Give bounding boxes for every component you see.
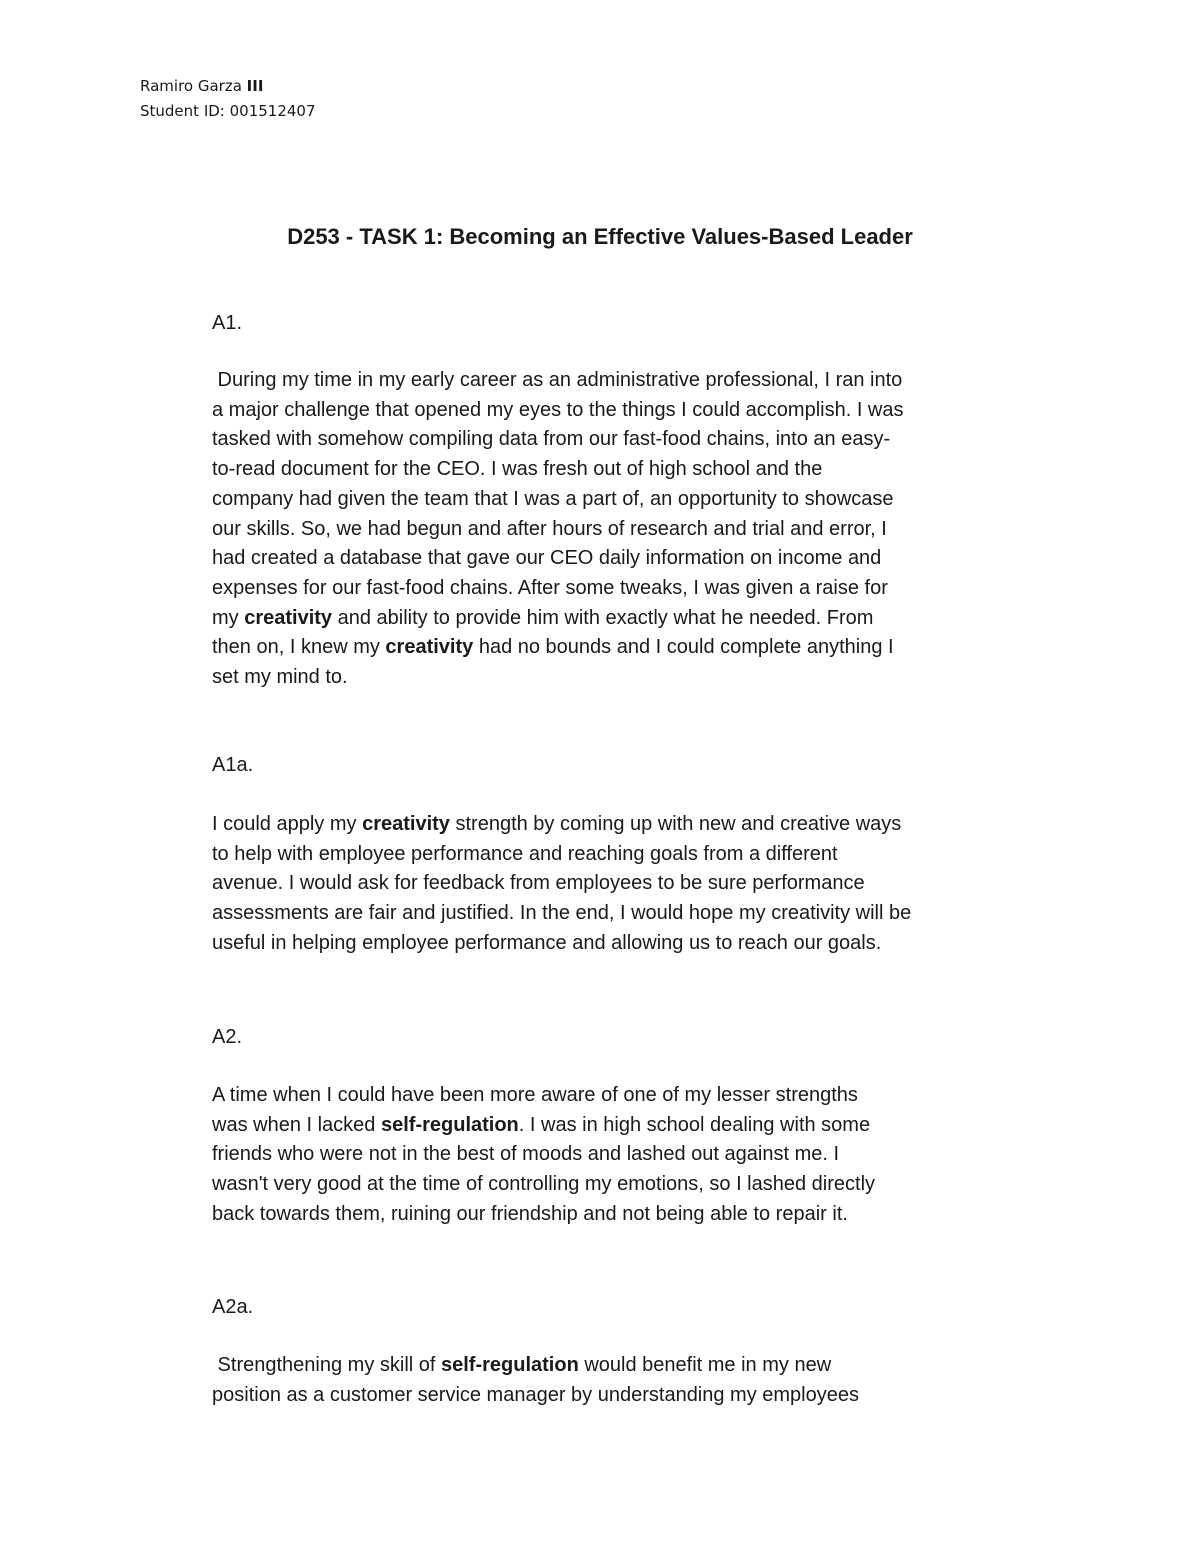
paragraph-line xyxy=(212,604,904,634)
line-text: friends who were not in the best of moods and lashed out against me. I xyxy=(212,1143,840,1166)
paragraph-line xyxy=(212,485,904,515)
line-text: Strengthening my skill of xyxy=(212,1354,441,1376)
paragraph-line xyxy=(212,1351,859,1381)
line-text: company had given the team that I was a part of, an opportunity to showcase xyxy=(212,487,894,510)
line-text: position as a customer service manager by understanding my employees xyxy=(212,1383,859,1406)
student-id: Student ID: 001512407 xyxy=(140,102,316,120)
section-label-a2: A2. xyxy=(212,1026,243,1048)
line-text: our skills. So, we had begun and after hours of research and trial and error, I xyxy=(212,517,887,540)
line-text: had no bounds and I could complete anything I xyxy=(473,636,894,659)
line-text: A time when I could have been more aware of one of my lesser strengths xyxy=(212,1084,858,1106)
line-text: to-read document for the CEO. I was fresh out of high school and the xyxy=(212,458,823,481)
paragraph-line xyxy=(212,1111,875,1141)
line-text: avenue. I would ask for feedback from employees to be sure performance xyxy=(212,872,865,895)
paragraph-line xyxy=(212,1081,875,1111)
student-name: Ramiro Garza III xyxy=(140,77,264,95)
strength-keyword: creativity xyxy=(362,813,450,835)
line-text: useful in helping employee performance and allowing us to reach our goals. xyxy=(212,931,882,954)
section-label-a1a: A1a. xyxy=(212,754,254,776)
line-text: a major challenge that opened my eyes to the things I could accomplish. I was xyxy=(212,398,904,421)
paragraph-line xyxy=(212,1381,859,1411)
paragraph-line xyxy=(212,810,911,840)
paragraph-line xyxy=(212,869,911,899)
section-label-a2a: A2a. xyxy=(212,1296,254,1318)
strength-keyword: self-regulation xyxy=(380,1113,519,1136)
strength-keyword: creativity xyxy=(244,606,333,629)
line-text: wasn't very good at the time of controlling my emotions, so I lashed directly xyxy=(212,1173,876,1196)
line-text: then on, I knew my xyxy=(212,636,386,659)
paragraph-line xyxy=(212,899,911,929)
paragraph-line xyxy=(212,544,904,574)
document-title: D253 - TASK 1: Becoming an Effective Values-Based Leader xyxy=(287,224,913,249)
line-text: my xyxy=(212,606,245,629)
section-body-a2 xyxy=(212,1081,875,1230)
paragraph-line xyxy=(212,366,904,396)
line-text: had created a database that gave our CEO daily information on income and xyxy=(212,547,882,570)
section-label-a1: A1. xyxy=(212,312,243,334)
line-text: back towards them, ruining our friendship and not being able to repair it. xyxy=(212,1202,848,1225)
line-text: expenses for our fast-food chains. After some tweaks, I was given a raise for xyxy=(212,576,888,599)
strength-keyword: self-regulation xyxy=(441,1354,579,1376)
line-text: strength by coming up with new and creative ways xyxy=(449,813,902,835)
paragraph-line xyxy=(212,663,904,693)
line-text: I could apply my xyxy=(212,813,363,835)
section-body-a2a xyxy=(212,1351,859,1410)
paragraph-line xyxy=(212,1140,875,1170)
line-text: was when I lacked xyxy=(212,1113,381,1136)
section-body-a1a xyxy=(212,810,911,959)
paragraph-line xyxy=(212,574,904,604)
line-text: would benefit me in my new xyxy=(578,1354,832,1376)
paragraph-line xyxy=(212,929,911,959)
student-header xyxy=(140,74,316,124)
line-text: and ability to provide him with exactly what he needed. From xyxy=(332,606,874,629)
paragraph-line xyxy=(212,396,904,426)
paragraph-line xyxy=(212,425,904,455)
section-body-a1 xyxy=(212,366,904,693)
line-text: to help with employee performance and reaching goals from a different xyxy=(212,842,838,865)
strength-keyword: creativity xyxy=(385,636,474,659)
line-text: assessments are fair and justified. In the end, I would hope my creativity will be xyxy=(212,902,912,925)
paragraph-line xyxy=(212,840,911,870)
paragraph-line xyxy=(212,515,904,545)
line-text: . I was in high school dealing with some xyxy=(518,1113,871,1136)
line-text: tasked with somehow compiling data from our fast-food chains, into an easy- xyxy=(212,428,891,451)
paragraph-line xyxy=(212,455,904,485)
paragraph-line xyxy=(212,633,904,663)
paragraph-line xyxy=(212,1170,875,1200)
line-text: During my time in my early career as an administrative professional, I ran into xyxy=(212,369,903,391)
line-text: set my mind to. xyxy=(212,666,348,689)
paragraph-line xyxy=(212,1200,875,1230)
